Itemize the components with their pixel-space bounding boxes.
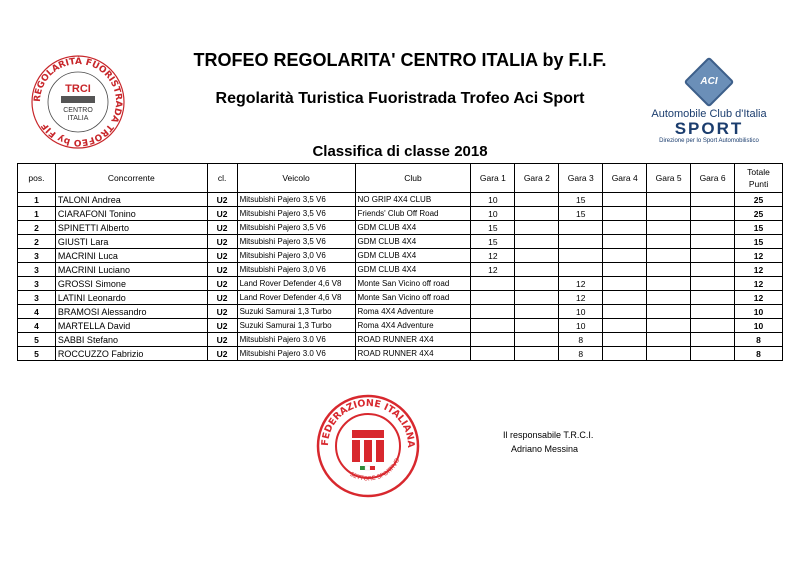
cell-gara5 (647, 277, 691, 291)
table-row (18, 207, 783, 221)
cell-gara3: 15 (559, 193, 603, 207)
cell-gara6 (691, 305, 735, 319)
cell-club: GDM CLUB 4X4 (355, 235, 471, 249)
cell-gara4 (603, 263, 647, 277)
cell-pos: 4 (18, 319, 56, 333)
header-gara2: Gara 2 (515, 164, 559, 193)
cell-gara5 (647, 291, 691, 305)
cell-pos: 2 (18, 221, 56, 235)
table-row (18, 333, 783, 347)
table-row (18, 319, 783, 333)
cell-gara5 (647, 193, 691, 207)
cell-cl: U2 (207, 333, 237, 347)
cell-pos: 1 (18, 207, 56, 221)
cell-gara1 (471, 305, 515, 319)
responsabile-block (503, 428, 593, 456)
cell-gara3 (559, 235, 603, 249)
cell-gara4 (603, 235, 647, 249)
cell-veicolo: Mitsubishi Pajero 3,0 V6 (237, 249, 355, 263)
document-subtitle: Regolarità Turistica Fuoristrada Trofeo Aci Sport (215, 90, 585, 107)
cell-cl: U2 (207, 305, 237, 319)
cell-gara1: 15 (471, 235, 515, 249)
cell-gara3 (559, 221, 603, 235)
cell-pos: 3 (18, 291, 56, 305)
cell-veicolo: Mitsubishi Pajero 3,5 V6 (237, 235, 355, 249)
cell-club: Roma 4X4 Adventure (355, 305, 471, 319)
cell-pos: 4 (18, 305, 56, 319)
cell-gara1: 15 (471, 221, 515, 235)
cell-gara2 (515, 347, 559, 361)
cell-concorrente: MARTELLA David (55, 319, 207, 333)
cell-veicolo: Suzuki Samurai 1,3 Turbo (237, 305, 355, 319)
header-totale: Totale Punti (735, 164, 783, 193)
cell-club: ROAD RUNNER 4X4 (355, 347, 471, 361)
cell-cl: U2 (207, 249, 237, 263)
cell-gara4 (603, 249, 647, 263)
cell-gara2 (515, 249, 559, 263)
table-row (18, 235, 783, 249)
cell-gara5 (647, 347, 691, 361)
cell-gara1 (471, 291, 515, 305)
cell-pos: 5 (18, 333, 56, 347)
cell-concorrente: MACRINI Luca (55, 249, 207, 263)
fif-bottom-text: SETTORE SPORTIVO (348, 457, 402, 483)
cell-totale: 15 (735, 235, 783, 249)
cell-gara6 (691, 221, 735, 235)
cell-concorrente: GIUSTI Lara (55, 235, 207, 249)
cell-totale: 8 (735, 347, 783, 361)
cell-cl: U2 (207, 291, 237, 305)
cell-veicolo: Mitsubishi Pajero 3.0 V6 (237, 347, 355, 361)
cell-club: Monte San Vicino off road (355, 277, 471, 291)
cell-totale: 10 (735, 305, 783, 319)
trci-ring-text: REGOLARITÀ FUORISTRADA TROFEO by FIF (32, 56, 124, 148)
cell-pos: 3 (18, 277, 56, 291)
trci-top-text: TRCI (65, 83, 91, 95)
cell-gara5 (647, 221, 691, 235)
cell-pos: 1 (18, 193, 56, 207)
cell-gara4 (603, 347, 647, 361)
cell-cl: U2 (207, 207, 237, 221)
cell-club: Roma 4X4 Adventure (355, 319, 471, 333)
cell-concorrente: MACRINI Luciano (55, 263, 207, 277)
cell-gara4 (603, 221, 647, 235)
cell-gara5 (647, 333, 691, 347)
cell-gara5 (647, 235, 691, 249)
cell-gara4 (603, 319, 647, 333)
cell-gara6 (691, 291, 735, 305)
cell-gara6 (691, 207, 735, 221)
cell-cl: U2 (207, 347, 237, 361)
cell-veicolo: Mitsubishi Pajero 3,5 V6 (237, 207, 355, 221)
cell-gara1 (471, 319, 515, 333)
header-gara6: Gara 6 (691, 164, 735, 193)
header-veicolo: Veicolo (237, 164, 355, 193)
cell-cl: U2 (207, 319, 237, 333)
cell-cl: U2 (207, 263, 237, 277)
header-cl: cl. (207, 164, 237, 193)
table-row (18, 221, 783, 235)
cell-gara5 (647, 319, 691, 333)
cell-club: Monte San Vicino off road (355, 291, 471, 305)
cell-concorrente: LATINI Leonardo (55, 291, 207, 305)
cell-gara3: 12 (559, 277, 603, 291)
header-gara3: Gara 3 (559, 164, 603, 193)
table-row (18, 249, 783, 263)
trci-line2: ITALIA (67, 115, 89, 122)
cell-gara3: 10 (559, 319, 603, 333)
trci-line1: CENTRO (63, 107, 93, 114)
cell-club: GDM CLUB 4X4 (355, 263, 471, 277)
cell-gara4 (603, 207, 647, 221)
cell-gara3 (559, 249, 603, 263)
cell-cl: U2 (207, 235, 237, 249)
cell-veicolo: Land Rover Defender 4,6 V8 (237, 277, 355, 291)
header-gara5: Gara 5 (647, 164, 691, 193)
cell-gara3: 10 (559, 305, 603, 319)
cell-gara1: 10 (471, 207, 515, 221)
cell-veicolo: Mitsubishi Pajero 3,5 V6 (237, 221, 355, 235)
cell-gara3: 8 (559, 347, 603, 361)
aci-sport-text: SPORT (674, 119, 744, 138)
cell-gara1: 12 (471, 249, 515, 263)
cell-gara2 (515, 235, 559, 249)
cell-gara4 (603, 305, 647, 319)
cell-gara2 (515, 207, 559, 221)
cell-gara2 (515, 263, 559, 277)
aci-name: Automobile Club d'Italia (651, 108, 767, 120)
cell-gara2 (515, 221, 559, 235)
cell-gara1 (471, 333, 515, 347)
header-pos: pos. (18, 164, 56, 193)
cell-gara6 (691, 263, 735, 277)
cell-gara4 (603, 291, 647, 305)
document-title: TROFEO REGOLARITA' CENTRO ITALIA by F.I.F. (193, 50, 607, 70)
cell-concorrente: BRAMOSI Alessandro (55, 305, 207, 319)
cell-gara6 (691, 249, 735, 263)
aci-sport-logo (644, 58, 774, 148)
cell-totale: 12 (735, 277, 783, 291)
cell-gara1: 12 (471, 263, 515, 277)
table-header-row (18, 164, 783, 193)
cell-gara6 (691, 193, 735, 207)
cell-gara2 (515, 319, 559, 333)
cell-gara6 (691, 319, 735, 333)
table-row (18, 263, 783, 277)
cell-pos: 5 (18, 347, 56, 361)
cell-veicolo: Mitsubishi Pajero 3,5 V6 (237, 193, 355, 207)
cell-gara2 (515, 333, 559, 347)
cell-gara2 (515, 305, 559, 319)
cell-totale: 25 (735, 207, 783, 221)
cell-gara6 (691, 347, 735, 361)
cell-totale: 25 (735, 193, 783, 207)
header-concorrente: Concorrente (55, 164, 207, 193)
cell-gara3: 15 (559, 207, 603, 221)
cell-gara1 (471, 277, 515, 291)
cell-gara4 (603, 277, 647, 291)
header-gara1: Gara 1 (471, 164, 515, 193)
aci-sub-text: Direzione per lo Sport Automobilistico (659, 138, 759, 144)
cell-veicolo: Mitsubishi Pajero 3,0 V6 (237, 263, 355, 277)
cell-concorrente: CIARAFONI Tonino (55, 207, 207, 221)
classifica-table (17, 163, 783, 361)
fif-logo (316, 394, 420, 498)
classifica-title: Classifica di classe 2018 (312, 143, 488, 160)
cell-gara6 (691, 277, 735, 291)
cell-gara2 (515, 291, 559, 305)
cell-gara5 (647, 305, 691, 319)
aci-diamond-icon: ACI (684, 57, 735, 108)
cell-gara3: 12 (559, 291, 603, 305)
cell-pos: 3 (18, 263, 56, 277)
cell-gara1: 10 (471, 193, 515, 207)
cell-gara4 (603, 193, 647, 207)
table-row (18, 291, 783, 305)
cell-veicolo: Land Rover Defender 4,6 V8 (237, 291, 355, 305)
cell-gara2 (515, 277, 559, 291)
cell-concorrente: SPINETTI Alberto (55, 221, 207, 235)
cell-totale: 10 (735, 319, 783, 333)
cell-concorrente: ROCCUZZO Fabrizio (55, 347, 207, 361)
cell-gara1 (471, 347, 515, 361)
table-row (18, 277, 783, 291)
cell-gara6 (691, 235, 735, 249)
responsabile-name: Adriano Messina (511, 444, 579, 454)
cell-cl: U2 (207, 277, 237, 291)
cell-pos: 3 (18, 249, 56, 263)
cell-gara3 (559, 263, 603, 277)
header-gara4: Gara 4 (603, 164, 647, 193)
cell-totale: 12 (735, 263, 783, 277)
cell-cl: U2 (207, 221, 237, 235)
cell-club: NO GRIP 4X4 CLUB (355, 193, 471, 207)
table-row (18, 347, 783, 361)
cell-veicolo: Suzuki Samurai 1,3 Turbo (237, 319, 355, 333)
cell-concorrente: GROSSI Simone (55, 277, 207, 291)
cell-club: Friends' Club Off Road (355, 207, 471, 221)
cell-gara5 (647, 207, 691, 221)
cell-pos: 2 (18, 235, 56, 249)
cell-veicolo: Mitsubishi Pajero 3.0 V6 (237, 333, 355, 347)
cell-gara5 (647, 263, 691, 277)
cell-totale: 8 (735, 333, 783, 347)
table-row (18, 305, 783, 319)
cell-gara2 (515, 193, 559, 207)
table-row (18, 193, 783, 207)
cell-concorrente: SABBI Stefano (55, 333, 207, 347)
cell-gara3: 8 (559, 333, 603, 347)
cell-concorrente: TALONI Andrea (55, 193, 207, 207)
cell-club: ROAD RUNNER 4X4 (355, 333, 471, 347)
cell-totale: 15 (735, 221, 783, 235)
cell-totale: 12 (735, 291, 783, 305)
cell-gara6 (691, 333, 735, 347)
cell-totale: 12 (735, 249, 783, 263)
fif-ring-text: FEDERAZIONE ITALIANA (319, 397, 417, 449)
responsabile-role: Il responsabile T.R.C.I. (503, 430, 594, 440)
header-club: Club (355, 164, 471, 193)
cell-gara4 (603, 333, 647, 347)
cell-gara5 (647, 249, 691, 263)
cell-club: GDM CLUB 4X4 (355, 221, 471, 235)
cell-club: GDM CLUB 4X4 (355, 249, 471, 263)
cell-cl: U2 (207, 193, 237, 207)
